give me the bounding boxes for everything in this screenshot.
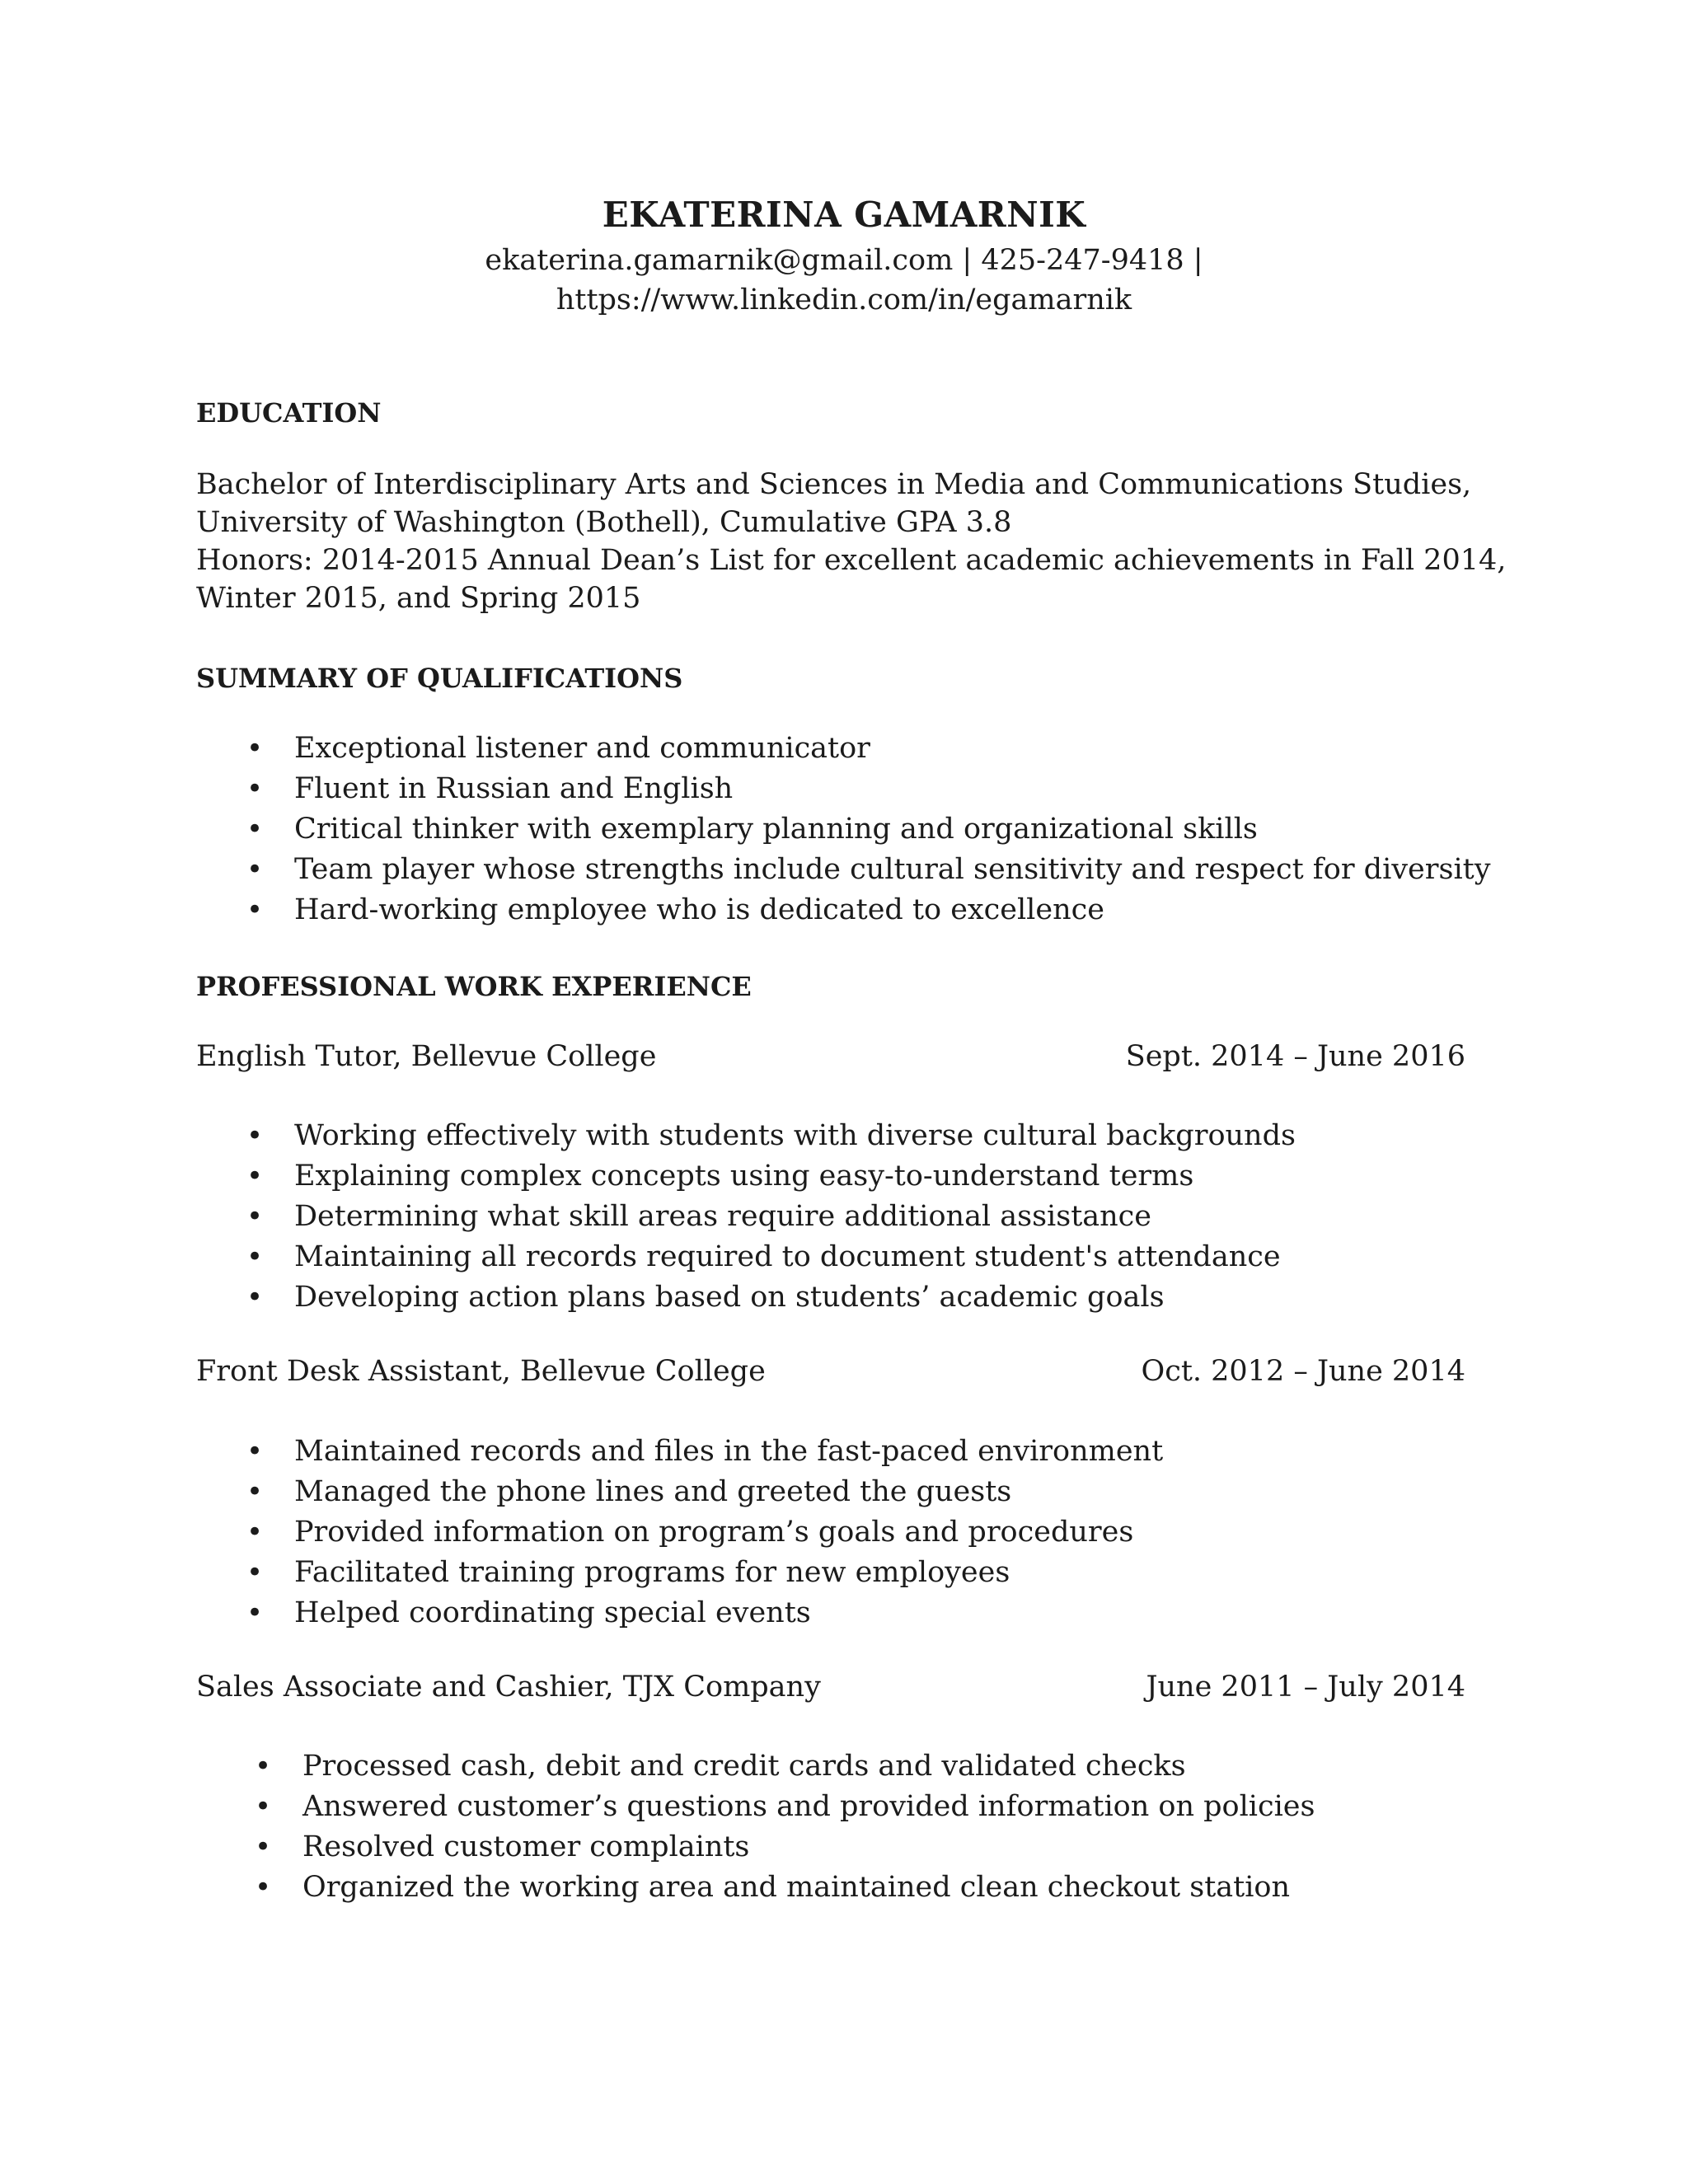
bullet-icon: •	[246, 1281, 264, 1314]
list-item: • Maintained records and files in the fast-paced environment	[294, 1432, 1163, 1472]
list-item: • Team player whose strengths include cultural sensitivity and respect for diversity	[294, 850, 1491, 890]
bullet-icon: •	[246, 813, 264, 846]
list-item: • Maintaining all records required to document student's attendance	[294, 1237, 1296, 1277]
education-line: Winter 2015, and Spring 2015	[196, 582, 641, 615]
job-dates: June 2011 – July 2014	[1146, 1671, 1465, 1704]
bullet-icon: •	[246, 893, 264, 926]
list-item: • Facilitated training programs for new employees	[294, 1553, 1163, 1593]
education-details	[196, 466, 1507, 617]
job-header	[196, 1038, 1465, 1076]
job-duties-list	[246, 1432, 1164, 1633]
bullet-icon: •	[246, 732, 264, 765]
bullet-icon: •	[246, 1240, 264, 1273]
list-item: • Organized the working area and maintained clean checkout station	[302, 1868, 1315, 1908]
bullet-icon: •	[246, 1119, 264, 1152]
list-item: • Helped coordinating special events	[294, 1593, 1163, 1633]
list-item: • Answered customer’s questions and provided information on policies	[302, 1787, 1315, 1827]
list-item: • Explaining complex concepts using easy-to-understand terms	[294, 1156, 1296, 1197]
job-dates: Sept. 2014 – June 2016	[1125, 1040, 1465, 1073]
bullet-icon: •	[246, 1475, 264, 1508]
bullet-icon: •	[255, 1871, 272, 1904]
education-line: University of Washington (Bothell), Cumulative GPA 3.8	[196, 506, 1012, 539]
bullet-icon: •	[255, 1750, 272, 1783]
bullet-icon: •	[246, 1435, 264, 1468]
bullet-icon: •	[246, 1200, 264, 1233]
bullet-icon: •	[246, 1556, 264, 1589]
job-header	[196, 1352, 1465, 1390]
list-item: • Developing action plans based on students’ academic goals	[294, 1277, 1296, 1318]
bullet-icon: •	[246, 1160, 264, 1193]
bullet-icon: •	[255, 1830, 272, 1863]
bullet-icon: •	[246, 1516, 264, 1549]
bullet-icon: •	[246, 853, 264, 886]
job-dates: Oct. 2012 – June 2014	[1141, 1355, 1465, 1388]
job-role: Sales Associate and Cashier, TJX Company	[196, 1671, 821, 1704]
job-duties-list	[246, 1116, 1296, 1318]
summary-list	[246, 729, 1491, 930]
contact-line-email-phone: ekaterina.gamarnik@gmail.com | 425-247-9418 |	[485, 244, 1203, 277]
contact-line-linkedin: https://www.linkedin.com/in/egamarnik	[556, 284, 1132, 316]
list-item: • Critical thinker with exemplary planning and organizational skills	[294, 809, 1491, 850]
list-item: • Processed cash, debit and credit cards and validated checks	[302, 1746, 1315, 1787]
job-role: English Tutor, Bellevue College	[196, 1040, 657, 1073]
list-item: • Hard-working employee who is dedicated to excellence	[294, 890, 1491, 930]
list-item: • Managed the phone lines and greeted the guests	[294, 1472, 1163, 1512]
list-item: • Determining what skill areas require additional assistance	[294, 1197, 1296, 1237]
job-role: Front Desk Assistant, Bellevue College	[196, 1355, 766, 1388]
bullet-icon: •	[246, 772, 264, 805]
list-item: • Resolved customer complaints	[302, 1827, 1315, 1868]
experience-heading: PROFESSIONAL WORK EXPERIENCE	[196, 971, 752, 1002]
summary-heading: SUMMARY OF QUALIFICATIONS	[196, 663, 683, 694]
list-item: • Provided information on program’s goals and procedures	[294, 1512, 1163, 1553]
list-item: • Working effectively with students with diverse cultural backgrounds	[294, 1116, 1296, 1156]
bullet-icon: •	[255, 1790, 272, 1823]
candidate-name: EKATERINA GAMARNIK	[602, 194, 1086, 235]
list-item: • Exceptional listener and communicator	[294, 729, 1491, 769]
education-line: Honors: 2014-2015 Annual Dean’s List for excellent academic achievements in Fall 2014,	[196, 544, 1507, 577]
job-header	[196, 1668, 1465, 1706]
job-duties-list	[255, 1746, 1315, 1908]
education-heading: EDUCATION	[196, 397, 382, 429]
list-item: • Fluent in Russian and English	[294, 769, 1491, 809]
bullet-icon: •	[246, 1596, 264, 1629]
education-line: Bachelor of Interdisciplinary Arts and Sciences in Media and Communications Studies,	[196, 468, 1472, 501]
